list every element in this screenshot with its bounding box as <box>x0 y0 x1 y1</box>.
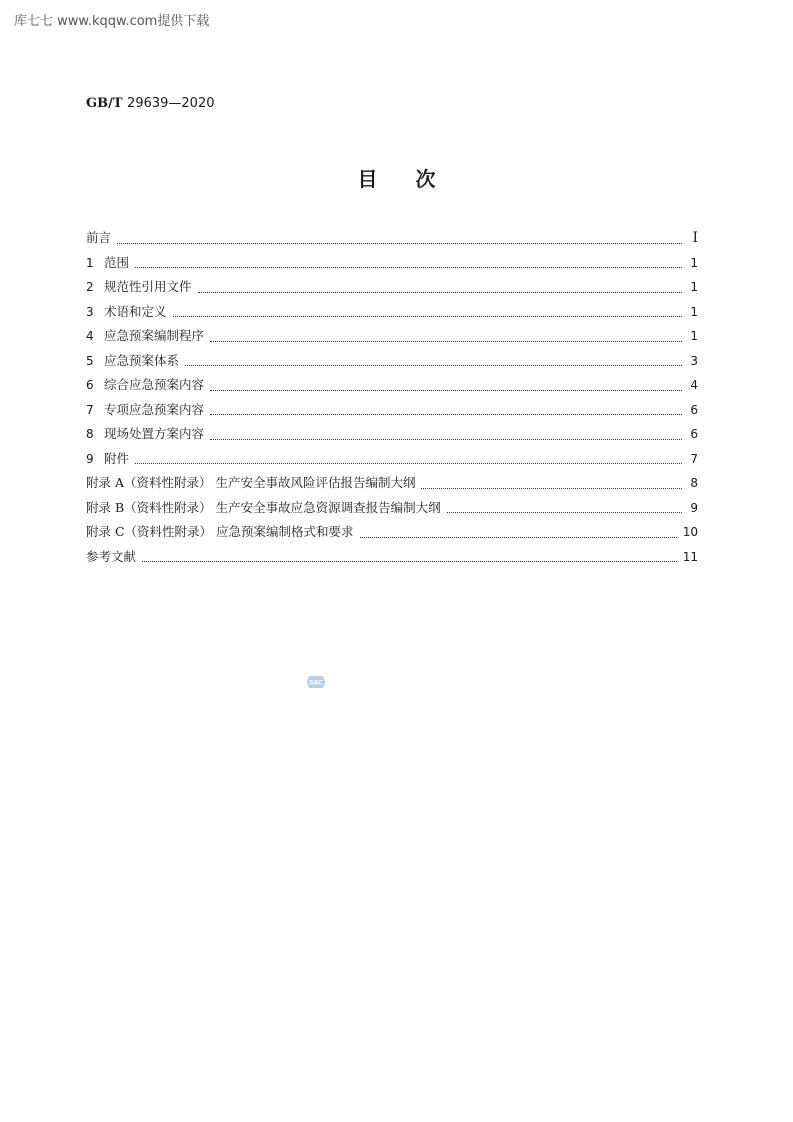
toc-leader-dots <box>360 537 677 538</box>
toc-entry-number: 5 <box>86 353 94 368</box>
toc-entry-label: 范围 <box>104 254 130 270</box>
toc-entry-page: 7 <box>690 451 698 466</box>
toc-leader-dots <box>135 267 682 268</box>
toc-entry-number: 3 <box>86 304 94 319</box>
toc-entry[interactable] <box>86 424 698 449</box>
toc-entry-label: 规范性引用文件 <box>104 279 192 294</box>
toc-entry-page: 1 <box>690 255 698 270</box>
toc-entry-number: 1 <box>86 255 94 270</box>
toc-entry-page: 9 <box>690 500 698 515</box>
page-title: 目次 <box>357 167 474 191</box>
toc-entry-number: 2 <box>86 280 94 294</box>
toc-entry-label: 前言 <box>86 230 112 245</box>
toc-entry-label: 现场处置方案内容 <box>104 426 205 441</box>
toc-entry-page: 6 <box>690 427 698 441</box>
toc-leader-dots <box>185 365 682 366</box>
toc-entry-label: 附录 C（资料性附录） 应急预案编制格式和要求 <box>86 524 354 539</box>
toc-entry-page: 4 <box>690 378 698 392</box>
toc-entry[interactable] <box>86 302 698 327</box>
standard-number: 29639—2020 <box>127 96 215 111</box>
toc-entry[interactable] <box>86 522 698 547</box>
toc-entry-page: 3 <box>690 353 698 368</box>
toc-entry-page: Ⅰ <box>692 230 698 246</box>
table-of-contents <box>86 228 698 571</box>
toc-entry[interactable] <box>86 449 698 474</box>
toc-entry-label: 附录 B（资料性附录） 生产安全事故应急资源调查报告编制大纲 <box>86 499 441 515</box>
svg-text:SAC: SAC <box>309 679 323 687</box>
toc-entry-label: 专项应急预案内容 <box>104 401 205 417</box>
toc-leader-dots <box>210 341 682 342</box>
toc-entry-number: 9 <box>86 451 94 466</box>
toc-entry-page: 1 <box>690 304 698 319</box>
toc-entry-label: 参考文献 <box>86 548 137 564</box>
toc-entry-page: 11 <box>682 549 698 564</box>
toc-entry[interactable] <box>86 498 698 523</box>
toc-entry[interactable] <box>86 400 698 425</box>
toc-entry-page: 8 <box>690 476 698 490</box>
toc-leader-dots <box>210 439 682 440</box>
toc-entry-number: 4 <box>86 329 94 343</box>
standard-code <box>86 96 215 111</box>
toc-entry[interactable] <box>86 277 698 302</box>
toc-leader-dots <box>421 488 682 489</box>
toc-leader-dots <box>142 561 677 562</box>
toc-entry-label: 综合应急预案内容 <box>104 377 205 392</box>
toc-leader-dots <box>210 390 682 391</box>
sac-logo-icon <box>306 674 326 690</box>
toc-entry-label: 应急预案体系 <box>104 352 180 368</box>
toc-leader-dots <box>117 243 682 244</box>
toc-entry-label: 术语和定义 <box>104 303 167 319</box>
toc-entry[interactable] <box>86 228 698 253</box>
toc-entry[interactable] <box>86 351 698 376</box>
toc-leader-dots <box>135 463 682 464</box>
toc-leader-dots <box>173 316 682 317</box>
toc-entry-page: 1 <box>690 329 698 343</box>
toc-leader-dots <box>210 414 682 415</box>
standard-prefix: GB/T <box>86 96 123 111</box>
toc-entry-number: 7 <box>86 402 94 417</box>
toc-entry-label: 附件 <box>104 450 130 466</box>
toc-entry[interactable] <box>86 375 698 400</box>
toc-entry[interactable] <box>86 326 698 351</box>
watermark-text: 库七七 www.kqqw.com提供下载 <box>14 14 210 29</box>
toc-entry-number: 8 <box>86 427 94 441</box>
toc-entry[interactable] <box>86 547 698 572</box>
toc-leader-dots <box>198 292 682 293</box>
toc-entry-page: 6 <box>690 402 698 417</box>
toc-entry-label: 附录 A（资料性附录） 生产安全事故风险评估报告编制大纲 <box>86 475 416 490</box>
toc-entry[interactable] <box>86 473 698 498</box>
toc-entry-number: 6 <box>86 378 94 392</box>
toc-entry-label: 应急预案编制程序 <box>104 328 205 343</box>
toc-leader-dots <box>447 512 682 513</box>
toc-entry[interactable] <box>86 253 698 278</box>
toc-entry-page: 1 <box>690 280 698 294</box>
toc-entry-page: 10 <box>682 525 698 539</box>
